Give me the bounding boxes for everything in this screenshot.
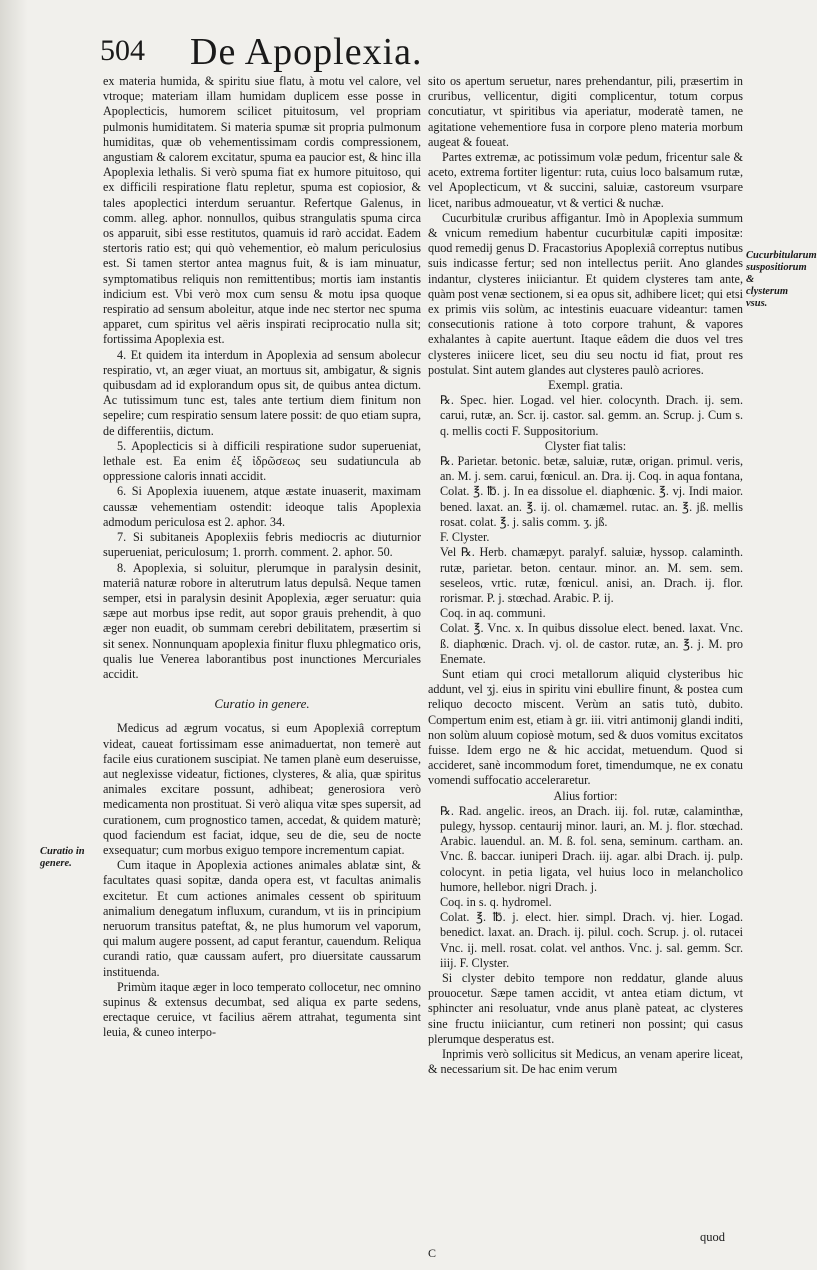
page-number: 504	[100, 34, 145, 67]
example-heading: Exempl. gratia.	[548, 378, 623, 393]
paragraph: Sunt etiam qui croci metallorum aliquid clysteribus hic addunt, vel ʒj. eius in spiritu vini ebullire finunt, & postea cum reliquo decocto miscent. Verùm an satis tutò, dubito. Compertum enim est, etiam à gr. iii. vitri antimonij glandi inditi, non solùm aluum copiosè motum, sed & duos vomitus excitatos fuisse. Idem ergo ne & hic accidat, metuendum. Quod si accideret, sanè incommodum foret, timendumque, ne ex conatu vomendi suffocatio acceleraretur.	[428, 666, 743, 788]
paragraph: Si clyster debito tempore non reddatur, glande aluus prouocetur. Sæpe tamen accidit, vt antea etiam dictum, vt sphincter ani resoluatur, vnde anus planè pateat, ac clysteres sine fructu iniiciantur, cum retineri non possint; qui casus plerumque desperatus est.	[428, 970, 743, 1046]
margin-note-left: Curatio in genere.	[40, 846, 85, 869]
paragraph: 8. Apoplexia, si soluitur, plerumque in paralysin desinit, materiâ naturæ robore in alterutrum latus depulsâ. Neque tamen semper, etsi in paralysin desinit Apoplexia, æger seruatur: quia sæpe aut morbus ipse redit, aut sopor grauis prehendit, à quo æger non euadit, ob summam cerebri debilitatem, præsertim si sit senex. Nonnunquam apoplexia finitur fluxu phlegmatico oris, qualis lue Venerea laborantibus post inunctiones Mercuriales accidit.	[103, 560, 421, 681]
paragraph: 6. Si Apoplexia iuuenem, atque æstate inuaserit, maximam caussæ vehementiam ostendit: ideoque talis Apoplexia admodum periculosa est 2. aphor. 34.	[103, 484, 421, 529]
paragraph: Cucurbitulæ cruribus affigantur. Imò in Apoplexia summum & vnicum remedium habentur cucurbitulæ capiti impositæ: quod remedij genus D. Fracastorius Apoplexiâ correptus nutibus suis indicasse fertur; sed non intellectus periit. Ano glandes indantur, clysteres iniiciantur. Et quidem clysteres tam ante, quàm post venæ sectionem, si ea opus sit, adhibere licet; qui etsi ex primis viis solùm, ac intestinis euacuare videantur: tamen consecutionis ratione à toto corpore trahunt, & vapores exhalantes à capite auertunt. Itaque eâdem die duos vel tres clysteres iniicere licet, seu diu seu noctu id fiat, prout res postulat. Sint autem glandes aut clysteres paulò acriores.	[428, 210, 743, 377]
section-heading: Curatio in genere.	[214, 696, 310, 712]
prescription: F. Clyster.	[440, 530, 490, 545]
prescription: ℞. Spec. hier. Logad. vel hier. colocynth. Drach. ij. sem. carui, rutæ, an. Scr. ij. castor. sal. gemm. an. Scrup. j. Cum s. q. mellis cocti F. Suppositorium.	[440, 393, 743, 438]
signature-mark: C	[428, 1246, 437, 1260]
paragraph: Medicus ad ægrum vocatus, si eum Apoplexiâ correptum videat, caueat fortissimam esse animaduertat, non temerè aut facile eius curationem suscipiat. Ne tamen planè eum deseruisse, aut neglexisse videatur, fictiones, clysteres, & alia, quæ spiritus animales excitare possunt, adhibeat; generosiora verò medicamenta non prostituat. Si verò aliqua vitæ spes supersit, ad curationem, cum prognostico tamen, accedat, & quidem maturè; quod faciendum est faciat, idque, seu de die, seu de nocte exsequatur; cum morbus exiguo tempore incrementum capiat.	[103, 721, 421, 857]
prescription: ℞. Rad. angelic. ireos, an Drach. iij. fol. rutæ, calaminthæ, pulegy, hyssop. centaurij minor. lauri, an. M. j. flor. stœchad. Arabic. lauendul. an. M. ß. fol. sena, seminum. cartham. an. Vnc. ß. baccar. iuniperi Drach. iij. agar. albi Drach. ij. pulp. colocynt. in petia ligata, vel huius loco in melancholico humore, hellebor. nigri Drach. j.	[440, 803, 743, 894]
paragraph: Cum itaque in Apoplexia actiones animales ablatæ sint, & facultates quasi sopitæ, danda opera est, vt facultas animalis excitetur. Et cum actiones animales cessent ob spirituum animalium denegatum influxum, curandum, vt iis in principium neruorum transitus pateftat, &, ne plus humorum vel vaporum, qui malum augere possent, ad caput ferantur, cauendum. Reliqua curandi ratio, quæ caussam aufert, pro diuersitate caussarum instituenda.	[103, 858, 421, 979]
prescription: Coq. in aq. communi.	[440, 606, 546, 621]
prescription: ℞. Parietar. betonic. betæ, saluiæ, rutæ, origan. primul. veris, an. M. j. sem. carui, fœnicul. an. Dra. ij. Coq. in aqua fontana,	[440, 454, 743, 484]
margin-note-right: Cucurbitularum suspositiorum & clysterum vsus.	[746, 250, 817, 309]
prescription: Colat. ℥. ℔. j. elect. hier. simpl. Drach. vj. hier. Logad. benedict. laxat. an. Drach. ij. pilul. coch. Scrup. j. ol. rutacei Vnc. ij. mell. rosat. colat. vel anthos. Vnc. j. sal. gemm. Scr. iiij. F. Clyster.	[440, 910, 743, 970]
prescription: Colat. ℥. Vnc. x. In quibus dissolue elect. bened. laxat. Vnc. ß. diaphœnic. Drach. vj. ol. de castor. rutæ, an. ℥. j. M. pro Enemate.	[440, 621, 743, 666]
page-gutter-shadow	[0, 0, 28, 1270]
paragraph: 4. Et quidem ita interdum in Apoplexia ad sensum abolecur respiratio, vt, an æger viuat, an mortuus sit, ambigatur, & signis quibusdam ad id explorandum opus sit, de quibus antea dictum. Ac tutissimum tunc est, tales ante tertium diem finitum non sepelire; cum respiratio sensum latere possit: de quo etiam supra, de differentiis, dictum.	[103, 347, 421, 438]
paragraph: 7. Si subitaneis Apoplexiis febris mediocris ac diuturnior superueniat, periculosum; 1. prorrh. comment. 2. aphor. 50.	[103, 530, 421, 560]
paragraph: sito os apertum seruetur, nares prehendantur, pili, præsertim in cruribus, vellicentur, digiti complicentur, totum corpus concutiatur, vt spiritibus via aperiatur, moderatè tamen, ne agitatione vehementiore fusa in corpore pleno materia morbum augeat & foueat.	[428, 74, 743, 149]
left-column	[103, 74, 421, 1224]
alius-heading: Alius fortior:	[553, 788, 618, 803]
right-column	[428, 74, 743, 1234]
prescription: Colat. ℥. ℔. j. In ea dissolue el. diaphœnic. ℥. vj. Indi maior. bened. laxat. an. ℥. ij. ol. chamæmel. rutac. an. ℥. jß. mellis rosat. colat. ℥. j. salis comm. ʒ. jß.	[440, 484, 743, 529]
paragraph: 5. Apoplecticis si à difficili respiratione sudor superueniat, lethale est. Ea enim ἐξ ἰδρῶσεως seu sudatiuncula ab oppressione caloris innati accidit.	[103, 438, 421, 484]
running-title: De Apoplexia.	[190, 31, 423, 73]
paragraph: Partes extremæ, ac potissimum volæ pedum, fricentur sale & aceto, extrema fortiter ligentur: ruta, cuius loco balsamum rutæ, vel Apoplecticum, vt & succini, saluiæ, castoreum vsurpare licet, naribus admoueatur, vt & vertici & nuchæ.	[428, 150, 743, 210]
page-header	[100, 30, 520, 80]
prescription: Coq. in s. q. hydromel.	[440, 894, 552, 909]
paragraph: Primùm itaque æger in loco temperato collocetur, nec omnino supinus & extensus decumbat, sed aliqua ex parte sedens, erectaque ceruice, vt facilius aërem attrahat, tegumenta sint leuia, & cuneo interpo-	[103, 979, 421, 1040]
prescription: Vel ℞. Herb. chamæpyt. paralyf. saluiæ, hyssop. calaminth. rutæ, parietar. beton. centaur. minor. an. M. sem. sem. seseleos, vrtic. rutæ, fœnicul. anisi, an. Drach. ij. flor. rorismar. P. j. stœchad. Arabic. P. ij.	[440, 545, 743, 605]
catchword: quod	[700, 1230, 725, 1244]
bleed-through-text	[520, 18, 790, 58]
paragraph: ex materia humida, & spiritu siue flatu, à motu vel calore, vel vtroque; materiam illam humidam duplicem esse posse in Apoplecticis, humorem scilicet pituitosum, vel propriam pulmonis humiditatem. Si materia spumæ sit propria pulmonum humiditas, quæ ob vehementissimam cordis compressionem, angustiam & calorem excitatur, spuma ea paucior est, & hinc illa Apoplexia lethalis. Si verò spuma fiat ex humore pituitoso, qui ex difficili respiratione flatu repletur, spuma est copiosior, & tales apoplectici interdum seruantur. Refertque Galenus, in comm. alleg. aphor. nonnullos, quibus strangulatis spuma circa os apparuit, sibi esse restitutos, quamuis id rarò accidat. Eadem stertoris ratio est; qui quò vehementior, eò malum periculosius est. Si tamen stertor antea magnus fuit, & is iam minuatur, symptomatibus reliquis non remittentibus; mortis iam instantis indicium est. Vbi verò mox cum sensu & motu ipsa quoque respiratio ad sensum aboleitur, atque inde nec stertor nec spuma apparet, cum spiritus vel aëris inspirati reciprocatio nulla sit; fortissima Apoplexia est.	[103, 74, 421, 347]
paragraph: Inprimis verò sollicitus sit Medicus, an venam aperire liceat, & necessarium sit. De hac enim verum	[428, 1047, 743, 1077]
clyster-heading: Clyster fiat talis:	[544, 438, 627, 453]
